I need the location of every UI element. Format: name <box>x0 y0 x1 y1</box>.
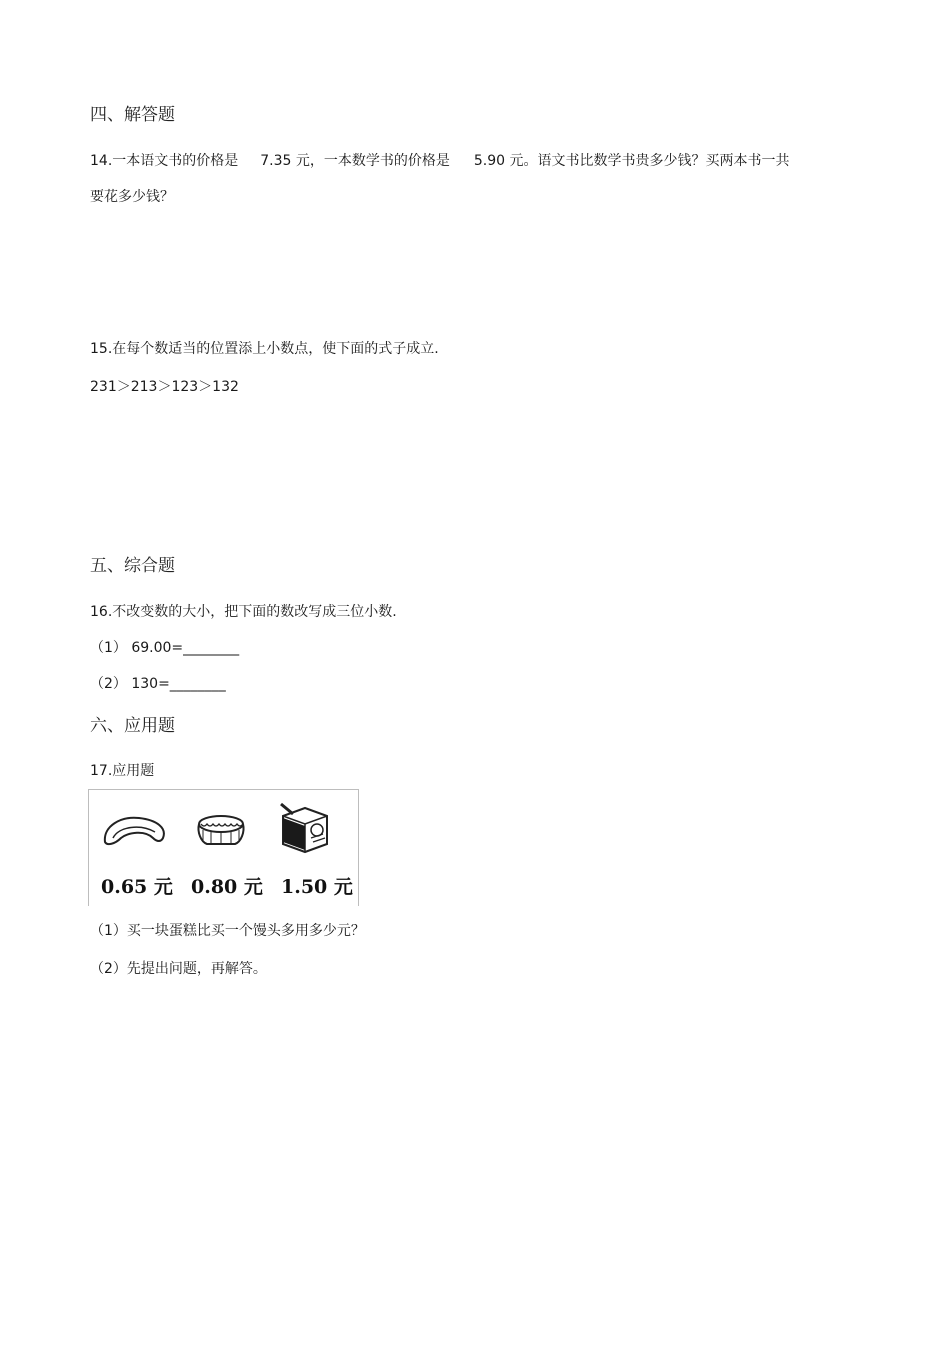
section-heading-4: 四、解答题 <box>90 105 175 125</box>
question-17-sub-1: （1）买一块蛋糕比买一个馒头多用多少元？ <box>90 923 365 939</box>
question-14-line1 <box>90 150 790 170</box>
cake-icon <box>193 810 249 850</box>
section-heading-5: 五、综合题 <box>90 556 175 576</box>
question-16-text: 16.不改变数的大小，把下面的数改写成三位小数. <box>90 604 397 620</box>
question-14-line2: 要花多少钱？ <box>90 189 174 205</box>
section-heading-6: 六、应用题 <box>90 716 175 736</box>
question-14-price-math: 5.90 元。语文书比数学书贵多少钱？买两本书一共 <box>473 153 790 169</box>
question-16-item-1: （1） 69.00=________ <box>90 640 240 656</box>
question-17-title: 17.应用题 <box>90 763 155 779</box>
price-cake: 0.80 元 <box>191 876 263 898</box>
question-14-price-chinese: 7.35 元，一本数学书的价格是 <box>260 153 450 169</box>
question-15-text: 15.在每个数适当的位置添上小数点，使下面的式子成立. <box>90 341 439 357</box>
question-14-text: 14.一本语文书的价格是 <box>90 153 239 169</box>
price-figure <box>88 789 359 906</box>
question-15-expression: 231＞213＞123＞132 <box>90 379 239 395</box>
question-16-item-2: （2） 130=________ <box>90 676 226 692</box>
price-milk: 1.50 元 <box>281 876 353 898</box>
question-17-sub-2: （2）先提出问题，再解答。 <box>90 961 267 977</box>
milk-carton-icon <box>275 798 333 856</box>
price-mantou: 0.65 元 <box>101 876 173 898</box>
mantou-icon <box>99 812 169 852</box>
